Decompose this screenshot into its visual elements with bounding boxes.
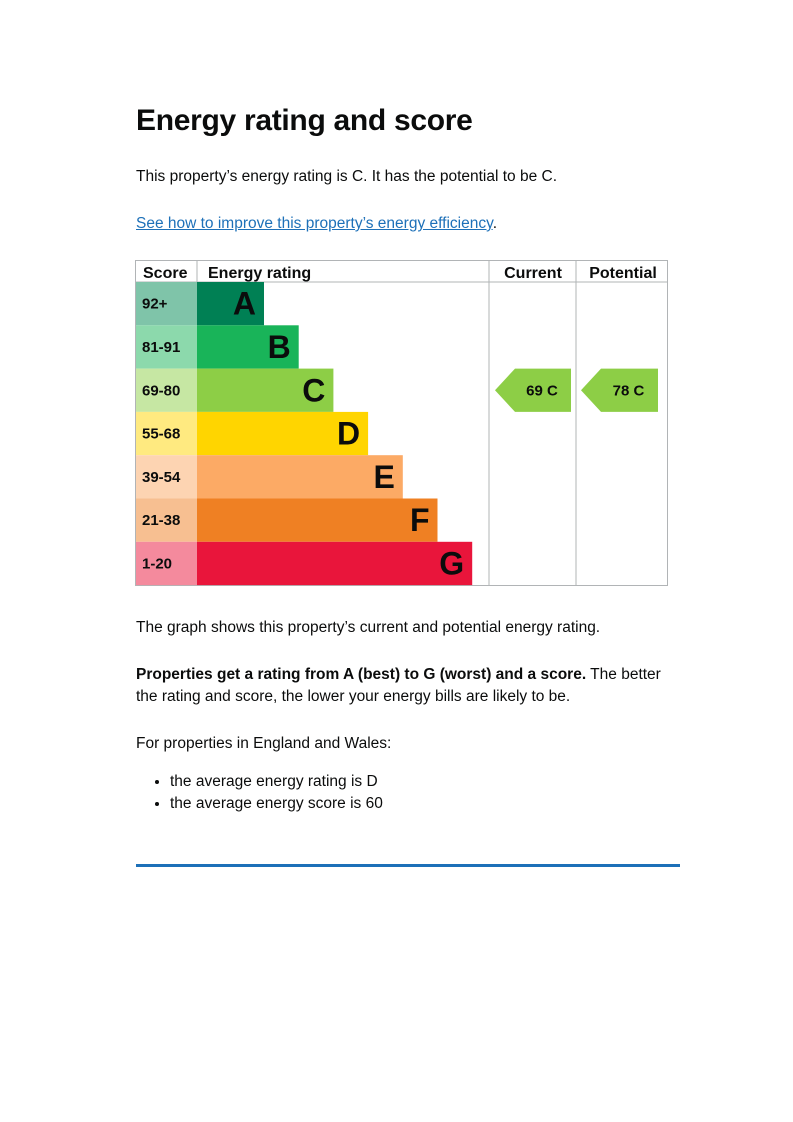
score-range-d: 55-68 — [142, 425, 181, 443]
current-arrow-label: 69 C — [526, 382, 558, 400]
energy-rating-chart — [135, 260, 668, 586]
band-letter-g: G — [439, 545, 465, 582]
score-range-f: 21-38 — [142, 512, 181, 530]
list-item: • the average energy rating is D — [170, 771, 383, 793]
ratings-bold: Properties get a rating from A (best) to G (worst) and a score. — [136, 666, 587, 683]
improve-efficiency-link[interactable]: See how to improve this property’s energy efficiency — [136, 215, 493, 232]
band-letter-f: F — [409, 502, 430, 539]
band-letter-b: B — [267, 328, 291, 365]
band-bar-g — [197, 542, 472, 585]
header-score: Score — [143, 265, 188, 282]
band-bar-f — [197, 499, 438, 542]
score-range-a: 92+ — [142, 295, 168, 313]
score-range-b: 81-91 — [142, 338, 181, 356]
england-wales-label: For properties in England and Wales: — [136, 735, 392, 752]
rating-bands — [136, 282, 472, 585]
ratings-explanation — [136, 664, 681, 708]
header-potential: Potential — [589, 265, 657, 282]
band-letter-c: C — [302, 372, 326, 409]
intro-text: This property’s energy rating is C. It has the potential to be C. — [136, 168, 558, 185]
list-item: • the average energy score is 60 — [170, 793, 383, 815]
band-letter-a: A — [232, 285, 256, 322]
page-title: Energy rating and score — [136, 104, 473, 137]
section-divider — [136, 864, 680, 867]
graph-note: The graph shows this property’s current and potential energy rating. — [136, 619, 601, 636]
improve-paragraph — [136, 213, 681, 235]
potential-arrow-label: 78 C — [612, 382, 645, 400]
improve-suffix: . — [492, 215, 497, 232]
score-range-c: 69-80 — [142, 382, 181, 400]
band-letter-d: D — [336, 415, 361, 452]
score-range-g: 1-20 — [142, 555, 173, 573]
header-current: Current — [504, 265, 562, 282]
averages-list — [136, 771, 383, 815]
band-letter-e: E — [373, 458, 395, 495]
header-energy-rating: Energy rating — [208, 265, 312, 282]
score-range-e: 39-54 — [142, 468, 181, 486]
ratings-rest: The better the rating and score, the lower your energy bills are likely to be. — [136, 666, 661, 705]
band-bar-e — [197, 455, 403, 498]
